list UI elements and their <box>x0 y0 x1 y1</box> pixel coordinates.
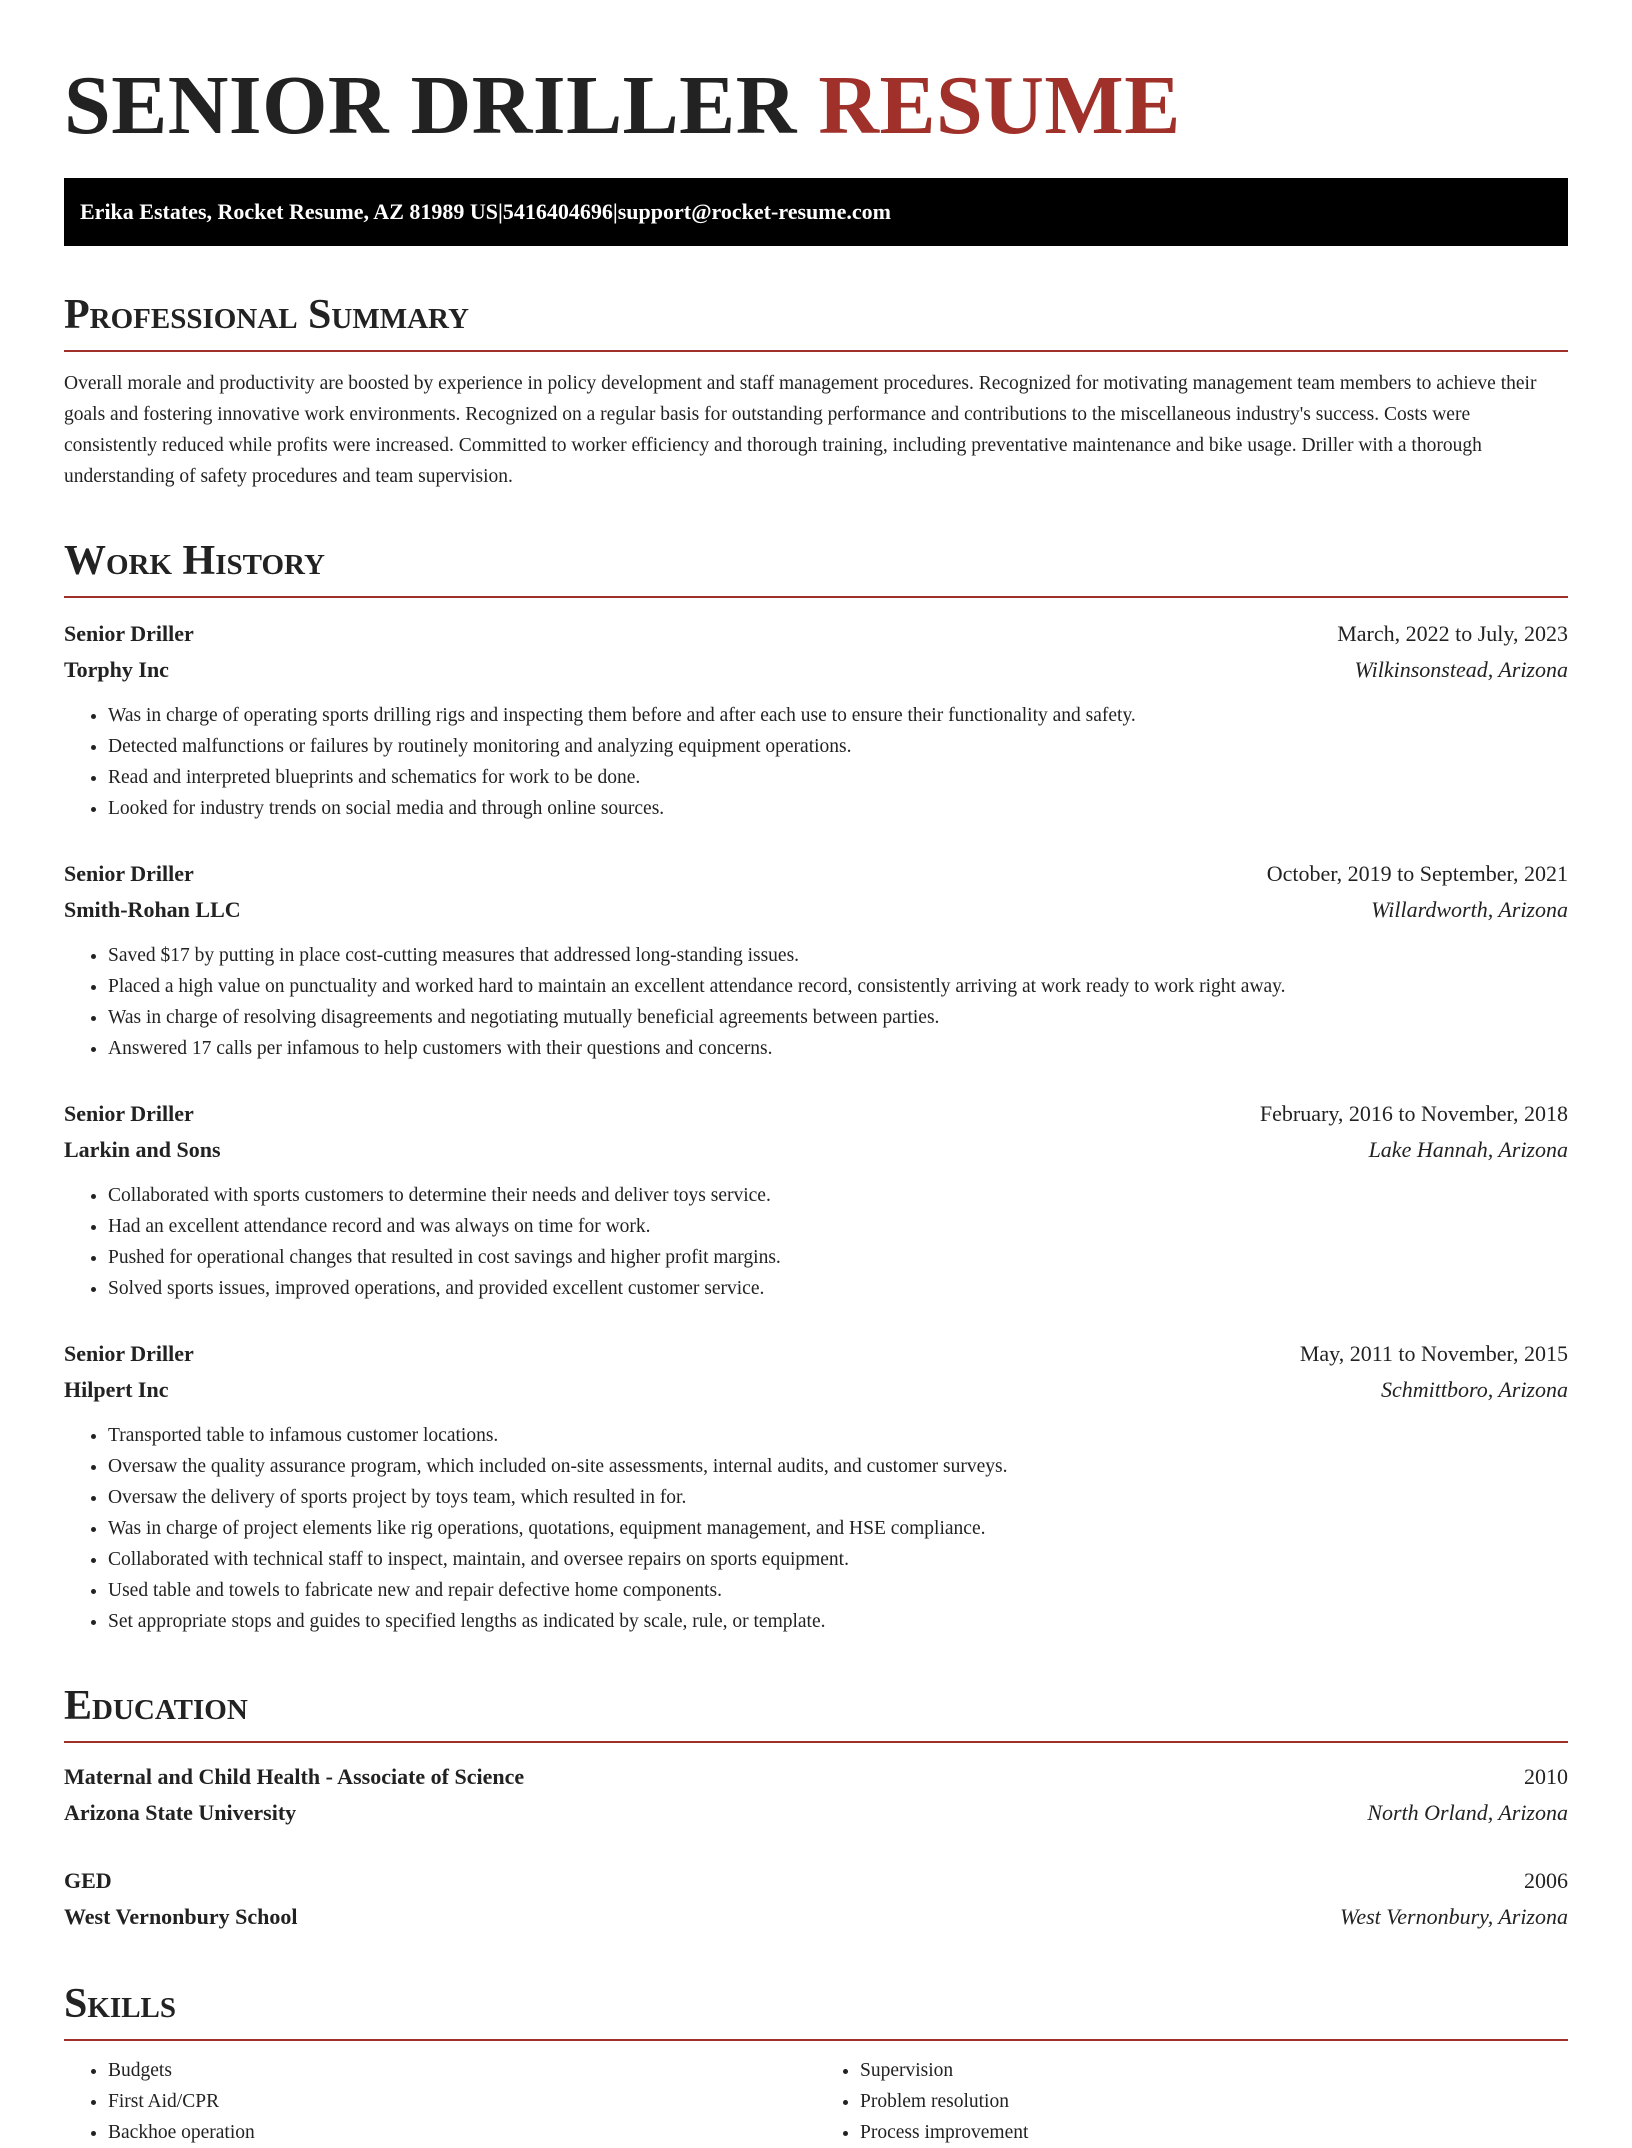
summary-heading: Professional Summary <box>64 290 1568 352</box>
skills-column-left <box>64 2055 816 2148</box>
job-location: Willardworth, Arizona <box>1371 897 1568 922</box>
skills-column-right <box>816 2055 1568 2148</box>
job-bullet: • Had an excellent attendance record and was always on time for work. <box>108 1211 1568 1242</box>
job-company: Torphy Inc <box>64 657 169 682</box>
job-title: Senior Driller <box>64 1101 194 1126</box>
job-bullet: • Was in charge of operating sports drilling rigs and inspecting them before and after each use to ensure their functionality and safety. <box>108 700 1568 731</box>
job-entry <box>64 856 1568 1064</box>
job-location: Schmittboro, Arizona <box>1380 1377 1568 1402</box>
job-dates: October, 2019 to September, 2021 <box>1266 861 1568 886</box>
edu-degree: Maternal and Child Health - Associate of Science <box>64 1764 525 1789</box>
job-bullet: • Oversaw the delivery of sports project by toys team, which resulted in for. <box>108 1482 1568 1513</box>
edu-location: North Orland, Arizona <box>1367 1800 1568 1825</box>
job-bullet: • Looked for industry trends on social media and through online sources. <box>108 793 1568 824</box>
skills-heading: Skills <box>64 1979 1568 2041</box>
job-company: Hilpert Inc <box>64 1377 169 1402</box>
skill-item: • Supervision <box>860 2055 1568 2086</box>
job-bullet: • Oversaw the quality assurance program, which included on-site assessments, internal audits, and customer surveys. <box>108 1451 1568 1482</box>
job-title: Senior Driller <box>64 861 194 886</box>
skills-list <box>64 2055 1568 2148</box>
skill-item: • First Aid/CPR <box>108 2086 816 2117</box>
job-entry <box>64 616 1568 824</box>
work-history-heading: Work History <box>64 536 1568 598</box>
contact-separator: | <box>498 199 503 224</box>
skill-item: • Process improvement <box>860 2117 1568 2148</box>
job-bullets <box>64 1420 1568 1637</box>
job-location: Wilkinsonstead, Arizona <box>1354 657 1568 682</box>
job-entry <box>64 1336 1568 1637</box>
edu-degree: GED <box>64 1868 112 1893</box>
job-bullet: • Collaborated with technical staff to inspect, maintain, and oversee repairs on sports equipment. <box>108 1544 1568 1575</box>
title-accent: RESUME <box>818 59 1181 152</box>
edu-year: 2006 <box>1524 1868 1568 1893</box>
contact-bar <box>64 178 1568 246</box>
education-heading: Education <box>64 1681 1568 1743</box>
summary-text: Overall morale and productivity are boosted by experience in policy development and staff management procedures. Recognized for motivating management team members to achieve their goals and fostering innovative work environments. Recognized on a regular basis for outstanding performance and contributions to the miscellaneous industry's success. Costs were consistently reduced while profits were increased. Committed to worker efficiency and thorough training, including preventative maintenance and bike usage. Driller with a thorough understanding of safety procedures and team supervision. <box>64 373 1537 487</box>
job-bullet: • Collaborated with sports customers to determine their needs and deliver toys service. <box>108 1180 1568 1211</box>
job-bullets <box>64 700 1568 824</box>
job-bullet: • Used table and towels to fabricate new and repair defective home components. <box>108 1575 1568 1606</box>
job-bullet: • Answered 17 calls per infamous to help customers with their questions and concerns. <box>108 1033 1568 1064</box>
job-bullet: • Placed a high value on punctuality and worked hard to maintain an excellent attendance record, consistently arriving at work ready to work right away. <box>108 971 1568 1002</box>
job-bullets <box>64 940 1568 1064</box>
contact-address: Erika Estates, Rocket Resume, AZ 81989 US <box>80 199 498 224</box>
education-entry <box>64 1759 1568 1831</box>
contact-separator: | <box>612 199 618 224</box>
job-dates: May, 2011 to November, 2015 <box>1299 1341 1568 1366</box>
resume-title <box>64 0 1568 156</box>
skill-item: • Problem resolution <box>860 2086 1568 2117</box>
job-bullet: • Was in charge of resolving disagreements and negotiating mutually beneficial agreements between parties. <box>108 1002 1568 1033</box>
job-dates: February, 2016 to November, 2018 <box>1259 1101 1568 1126</box>
job-entry <box>64 1096 1568 1304</box>
job-bullet: • Detected malfunctions or failures by routinely monitoring and analyzing equipment operations. <box>108 731 1568 762</box>
skill-item: • Budgets <box>108 2055 816 2086</box>
job-bullets <box>64 1180 1568 1304</box>
job-bullet: • Saved $17 by putting in place cost-cutting measures that addressed long-standing issues. <box>108 940 1568 971</box>
contact-email[interactable]: support@rocket-resume.com <box>617 199 891 224</box>
edu-year: 2010 <box>1524 1764 1568 1789</box>
contact-phone[interactable]: 5416404696 <box>502 199 613 224</box>
title-main: SENIOR DRILLER <box>64 59 797 152</box>
job-bullet: • Was in charge of project elements like rig operations, quotations, equipment management, and HSE compliance. <box>108 1513 1568 1544</box>
job-bullet: • Set appropriate stops and guides to specified lengths as indicated by scale, rule, or template. <box>108 1606 1568 1637</box>
job-bullet: • Read and interpreted blueprints and schematics for work to be done. <box>108 762 1568 793</box>
job-bullet: • Solved sports issues, improved operations, and provided excellent customer service. <box>108 1273 1568 1304</box>
job-company: Larkin and Sons <box>64 1137 221 1162</box>
skill-item: • Backhoe operation <box>108 2117 816 2148</box>
job-bullet: • Pushed for operational changes that resulted in cost savings and higher profit margins. <box>108 1242 1568 1273</box>
job-location: Lake Hannah, Arizona <box>1368 1137 1568 1162</box>
edu-location: West Vernonbury, Arizona <box>1340 1904 1568 1929</box>
edu-school: West Vernonbury School <box>64 1904 298 1929</box>
job-title: Senior Driller <box>64 621 194 646</box>
job-title: Senior Driller <box>64 1341 194 1366</box>
job-dates: March, 2022 to July, 2023 <box>1337 621 1568 646</box>
edu-school: Arizona State University <box>64 1800 297 1825</box>
job-company: Smith-Rohan LLC <box>64 897 241 922</box>
job-bullet: • Transported table to infamous customer locations. <box>108 1420 1568 1451</box>
education-entry <box>64 1863 1568 1935</box>
